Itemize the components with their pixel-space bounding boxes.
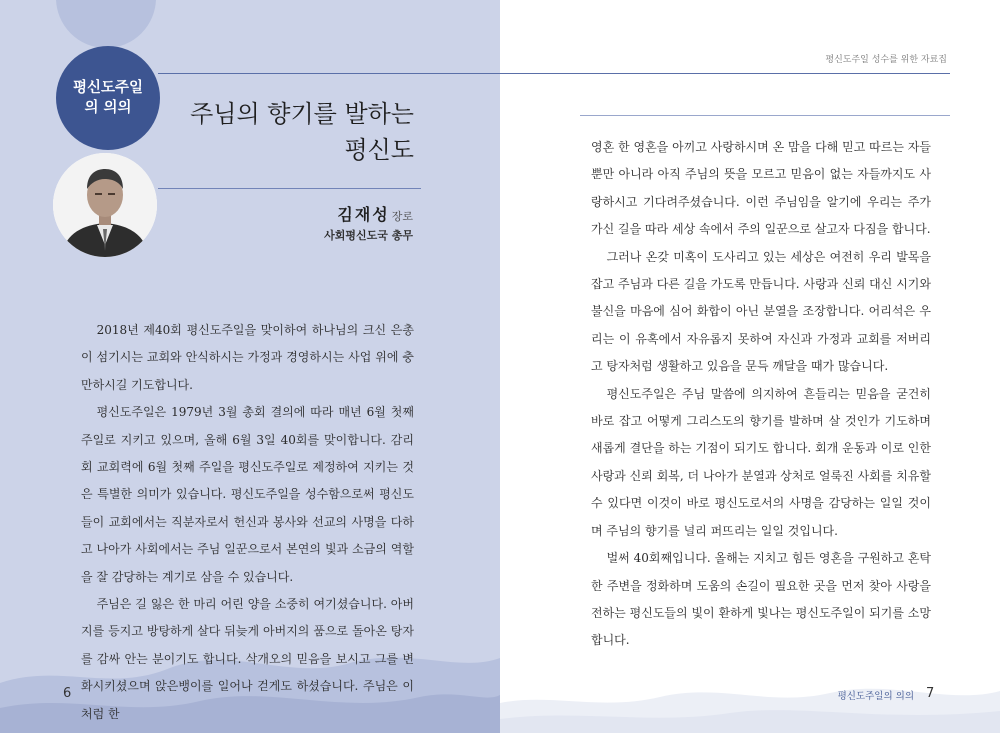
author-organization: 사회평신도국 총무	[324, 229, 413, 242]
header-rule	[158, 73, 950, 74]
paragraph: 2018년 제40회 평신도주일을 맞이하여 하나님의 크신 은총이 섬기시는 교회와 안식하시는 가정과 경영하시는 사업 위에 충만하시길 기도합니다.	[81, 323, 414, 392]
portrait-image	[53, 153, 157, 257]
body-text-left	[81, 317, 414, 728]
page-number-left: 6	[63, 686, 72, 701]
paragraph: 영혼 한 영혼을 아끼고 사랑하시며 온 맘을 다해 믿고 따르는 자들뿐만 아니라 아직 주님의 뜻을 모르고 믿음이 없는 자들까지도 사랑하시고 기다려주셨습니다. 이런 주님임을 알기에 우리는 주가 가신 길을 따라 세상 속에서 주의 일꾼으로 살고자 다짐을 합니다.	[591, 140, 931, 237]
text-top-rule-right	[580, 115, 950, 116]
author-position: 장로	[391, 210, 413, 223]
section-label: 평신도주일의 의의	[72, 80, 144, 116]
paragraph: 평신도주일은 1979년 3월 총회 결의에 따라 매년 6월 첫째 주일로 지키고 있으며, 올해 6월 3일 40회를 맞이합니다. 감리회 교회력에 6월 첫째 주일을 평신도주일로 제정하여 지키는 것은 특별한 의미가 있습니다. 평신도주일을 성수함으로써 평신도들이 교회에서는 직분자로서 헌신과 봉사와 선교의 사명을 다하고 나아가 사회에서는 주님 일꾼으로서 본연의 빛과 소금의 역할을 잘 감당하는 계기로 삼을 수 있습니다.	[81, 405, 414, 584]
paragraph: 벌써 40회째입니다. 올해는 지치고 힘든 영혼을 구원하고 혼탁한 주변을 정화하며 도움의 손길이 필요한 곳을 먼저 찾아 사랑을 전하는 평신도들의 빛이 환하게 빛나는 평신도주일이 되기를 소망합니다.	[591, 551, 931, 648]
decorative-circle	[56, 0, 156, 48]
running-footer: 평신도주일의 의의	[837, 691, 914, 702]
section-label-badge	[56, 46, 160, 150]
author-byline	[250, 202, 413, 225]
title-line-2: 평신도	[344, 136, 414, 164]
body-text-right	[591, 134, 931, 655]
title-line-1: 주님의 향기를 발하는	[190, 100, 414, 128]
page-number-right: 7	[926, 686, 935, 701]
author-photo	[53, 153, 157, 257]
author-name: 김재성	[337, 205, 390, 224]
title-rule	[158, 188, 421, 189]
article-title	[180, 96, 414, 168]
paragraph: 그러나 온갖 미혹이 도사리고 있는 세상은 여전히 우리 발목을 잡고 주님과 다른 길을 가도록 만듭니다. 사랑과 신뢰 대신 시기와 불신을 마음에 심어 화합이 아닌 분열을 조장합니다. 어리석은 우리는 이 유혹에서 자유롭지 못하여 자신과 가정과 교회를 저버리고 탕자처럼 생활하고 있음을 문득 깨달을 때가 많습니다.	[591, 249, 931, 374]
running-header: 평신도주일 성수를 위한 자료집	[825, 55, 947, 65]
paragraph: 평신도주일은 주님 말씀에 의지하여 흔들리는 믿음을 굳건히 바로 잡고 어떻게 그리스도의 향기를 발하며 살 것인가 기도하며 새롭게 결단을 하는 기점이 되기도 합니다. 회개 운동과 이로 인한 사랑과 신뢰 회복, 더 나아가 분열과 상처로 얼룩진 사회를 치유할 수 있다면 이것이 바로 평신도로서의 사명을 감당하는 일일 것이며 주님의 향기를 널리 퍼뜨리는 일일 것입니다.	[591, 386, 931, 538]
paragraph: 주님은 길 잃은 한 마리 어린 양을 소중히 여기셨습니다. 아버지를 등지고 방탕하게 살다 뒤늦게 아버지의 품으로 돌아온 탕자를 감싸 안는 분이기도 합니다. 삭개오의 믿음을 보시고 그를 변화시키셨으며 앉은뱅이를 일어나 걷게도 하셨습니다. 주님은 이처럼 한	[81, 597, 414, 721]
